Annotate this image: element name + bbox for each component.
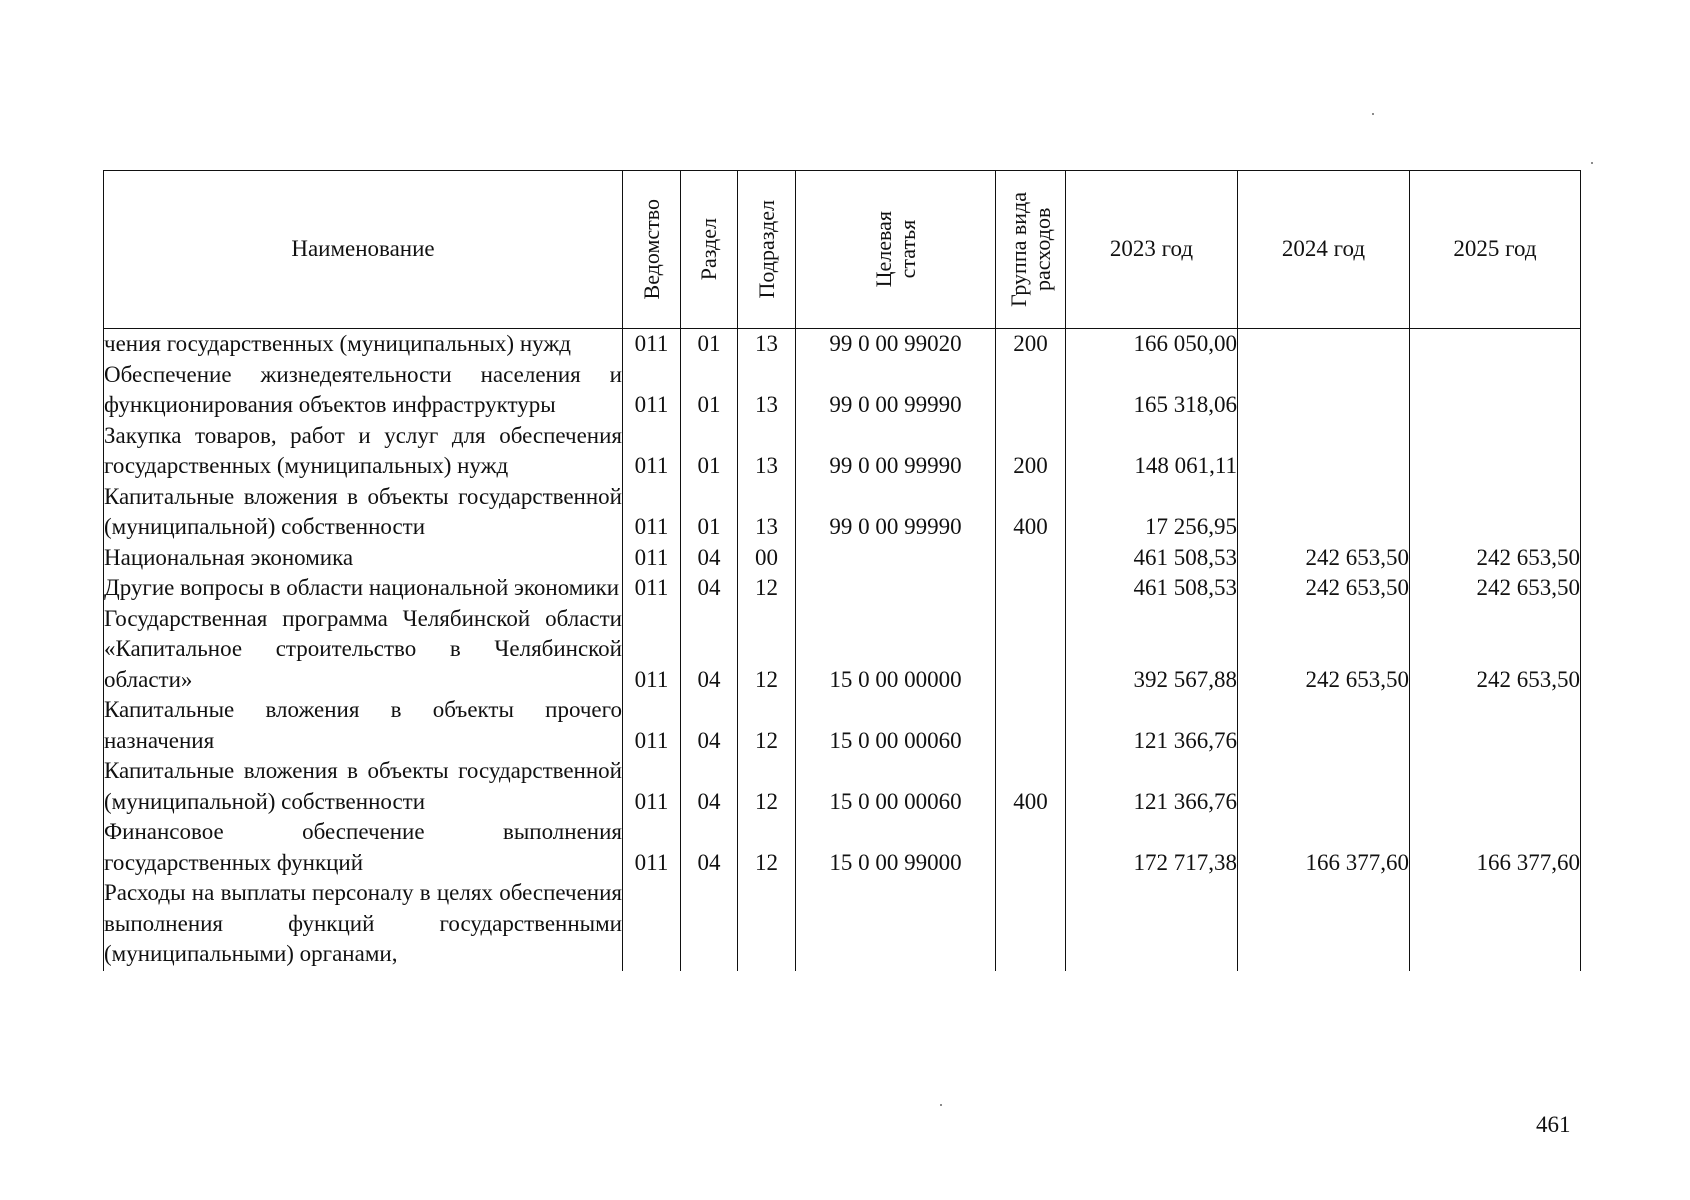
header-gruppa-vida-rashodov [996, 171, 1066, 329]
row-podrazdel: 13 [738, 360, 796, 421]
header-year-2024-label: 2024 год [1281, 236, 1366, 262]
row-gruppa-vida: 200 [996, 329, 1066, 360]
row-2024 [1238, 360, 1410, 421]
row-2023 [1066, 878, 1238, 971]
row-2024: 242 653,50 [1238, 604, 1410, 696]
row-2023: 121 366,76 [1066, 756, 1238, 817]
row-vedomstvo: 011 [623, 817, 681, 878]
row-razdel: 01 [681, 482, 738, 543]
scan-speck [940, 1104, 942, 1106]
header-vedomstvo [623, 171, 681, 329]
row-celevaya-statya: 15 0 00 00060 [796, 695, 996, 756]
row-vedomstvo: 011 [623, 695, 681, 756]
table-row [104, 482, 1581, 543]
row-2025 [1410, 695, 1581, 756]
row-2025: 242 653,50 [1410, 543, 1581, 574]
row-2025 [1410, 878, 1581, 971]
row-vedomstvo: 011 [623, 329, 681, 360]
row-vedomstvo [623, 878, 681, 971]
row-razdel: 04 [681, 543, 738, 574]
row-gruppa-vida [996, 360, 1066, 421]
row-gruppa-vida: 200 [996, 421, 1066, 482]
row-name: Капитальные вложения в объекты государственной (муниципальной) собственности [104, 482, 623, 543]
row-gruppa-vida [996, 695, 1066, 756]
row-razdel [681, 878, 738, 971]
row-vedomstvo: 011 [623, 756, 681, 817]
row-razdel: 04 [681, 604, 738, 696]
row-2025: 166 377,60 [1410, 817, 1581, 878]
row-2024: 242 653,50 [1238, 573, 1410, 604]
row-podrazdel: 13 [738, 421, 796, 482]
header-podrazdel [738, 171, 796, 329]
row-2023: 172 717,38 [1066, 817, 1238, 878]
row-podrazdel: 13 [738, 329, 796, 360]
row-name: Расходы на выплаты персоналу в целях обеспечения выполнения функций государственными (муниципальными) органами, [104, 878, 623, 971]
row-razdel: 04 [681, 756, 738, 817]
row-name: чения государственных (муниципальных) нужд [104, 329, 623, 360]
scan-speck [1372, 113, 1374, 115]
header-razdel-label: Раздел [696, 218, 721, 281]
row-vedomstvo: 011 [623, 604, 681, 696]
row-2025 [1410, 756, 1581, 817]
row-2024 [1238, 329, 1410, 360]
header-razdel [681, 171, 738, 329]
row-podrazdel: 12 [738, 756, 796, 817]
row-2023: 461 508,53 [1066, 543, 1238, 574]
row-podrazdel [738, 878, 796, 971]
row-gruppa-vida: 400 [996, 482, 1066, 543]
row-celevaya-statya: 99 0 00 99020 [796, 329, 996, 360]
row-razdel: 04 [681, 695, 738, 756]
row-podrazdel: 00 [738, 543, 796, 574]
header-year-2023 [1066, 171, 1238, 329]
row-gruppa-vida [996, 604, 1066, 696]
header-year-2023-label: 2023 год [1109, 236, 1194, 262]
row-name: Капитальные вложения в объекты прочего назначения [104, 695, 623, 756]
row-2024 [1238, 878, 1410, 971]
header-gruppa-vida-rashodov-label: Группа вида расходов [1005, 192, 1055, 307]
row-2025 [1410, 329, 1581, 360]
row-podrazdel: 12 [738, 817, 796, 878]
row-podrazdel: 12 [738, 573, 796, 604]
table-row [104, 604, 1581, 696]
row-name: Финансовое обеспечение выполнения государственных функций [104, 817, 623, 878]
row-celevaya-statya: 15 0 00 00060 [796, 756, 996, 817]
row-vedomstvo: 011 [623, 360, 681, 421]
table-body [104, 329, 1581, 972]
row-razdel: 01 [681, 329, 738, 360]
row-2025: 242 653,50 [1410, 573, 1581, 604]
row-2024: 242 653,50 [1238, 543, 1410, 574]
row-2023: 121 366,76 [1066, 695, 1238, 756]
header-year-2025 [1410, 171, 1581, 329]
row-celevaya-statya: 99 0 00 99990 [796, 421, 996, 482]
row-celevaya-statya [796, 878, 996, 971]
row-razdel: 04 [681, 817, 738, 878]
row-name: Государственная программа Челябинской области «Капитальное строительство в Челябинской области» [104, 604, 623, 696]
row-2023: 166 050,00 [1066, 329, 1238, 360]
row-name: Закупка товаров, работ и услуг для обеспечения государственных (муниципальных) нужд [104, 421, 623, 482]
scan-speck [1591, 162, 1593, 164]
row-2024: 166 377,60 [1238, 817, 1410, 878]
row-2023: 461 508,53 [1066, 573, 1238, 604]
row-2024 [1238, 482, 1410, 543]
row-2025 [1410, 421, 1581, 482]
row-razdel: 01 [681, 421, 738, 482]
row-2025 [1410, 360, 1581, 421]
row-razdel: 04 [681, 573, 738, 604]
table-header-row [104, 171, 1581, 329]
row-celevaya-statya: 15 0 00 00000 [796, 604, 996, 696]
table-row [104, 817, 1581, 878]
table-row [104, 543, 1581, 574]
row-2024 [1238, 421, 1410, 482]
row-2024 [1238, 756, 1410, 817]
row-celevaya-statya: 15 0 00 99000 [796, 817, 996, 878]
table-row [104, 695, 1581, 756]
row-celevaya-statya [796, 573, 996, 604]
row-vedomstvo: 011 [623, 421, 681, 482]
header-celevaya-statya [796, 171, 996, 329]
page-number: 461 [1536, 1112, 1571, 1137]
table-row [104, 421, 1581, 482]
row-gruppa-vida [996, 878, 1066, 971]
row-gruppa-vida [996, 817, 1066, 878]
row-gruppa-vida [996, 543, 1066, 574]
header-celevaya-statya-label: Целевая статья [870, 211, 920, 288]
budget-table [103, 170, 1581, 971]
row-celevaya-statya: 99 0 00 99990 [796, 360, 996, 421]
table-row [104, 573, 1581, 604]
row-name: Капитальные вложения в объекты государственной (муниципальной) собственности [104, 756, 623, 817]
header-podrazdel-label: Подраздел [753, 200, 779, 299]
header-vedomstvo-label: Ведомство [638, 199, 664, 300]
row-celevaya-statya: 99 0 00 99990 [796, 482, 996, 543]
row-gruppa-vida [996, 573, 1066, 604]
row-podrazdel: 13 [738, 482, 796, 543]
table-row [104, 329, 1581, 360]
row-podrazdel: 12 [738, 695, 796, 756]
row-podrazdel: 12 [738, 604, 796, 696]
header-name-label: Наименование [291, 236, 435, 262]
row-2023: 392 567,88 [1066, 604, 1238, 696]
table-row [104, 756, 1581, 817]
row-2023: 148 061,11 [1066, 421, 1238, 482]
row-name: Другие вопросы в области национальной экономики [104, 573, 623, 604]
row-razdel: 01 [681, 360, 738, 421]
row-2025: 242 653,50 [1410, 604, 1581, 696]
budget-table-container [103, 170, 1580, 971]
row-2023: 165 318,06 [1066, 360, 1238, 421]
header-year-2025-label: 2025 год [1453, 236, 1537, 262]
row-gruppa-vida: 400 [996, 756, 1066, 817]
row-vedomstvo: 011 [623, 543, 681, 574]
row-2023: 17 256,95 [1066, 482, 1238, 543]
table-row [104, 878, 1581, 971]
row-vedomstvo: 011 [623, 482, 681, 543]
row-name: Национальная экономика [104, 543, 623, 574]
row-celevaya-statya [796, 543, 996, 574]
row-vedomstvo: 011 [623, 573, 681, 604]
header-year-2024 [1238, 171, 1410, 329]
row-2024 [1238, 695, 1410, 756]
header-name [104, 171, 623, 329]
row-name: Обеспечение жизнедеятельности населения и функционирования объектов инфраструктуры [104, 360, 623, 421]
row-2025 [1410, 482, 1581, 543]
table-row [104, 360, 1581, 421]
